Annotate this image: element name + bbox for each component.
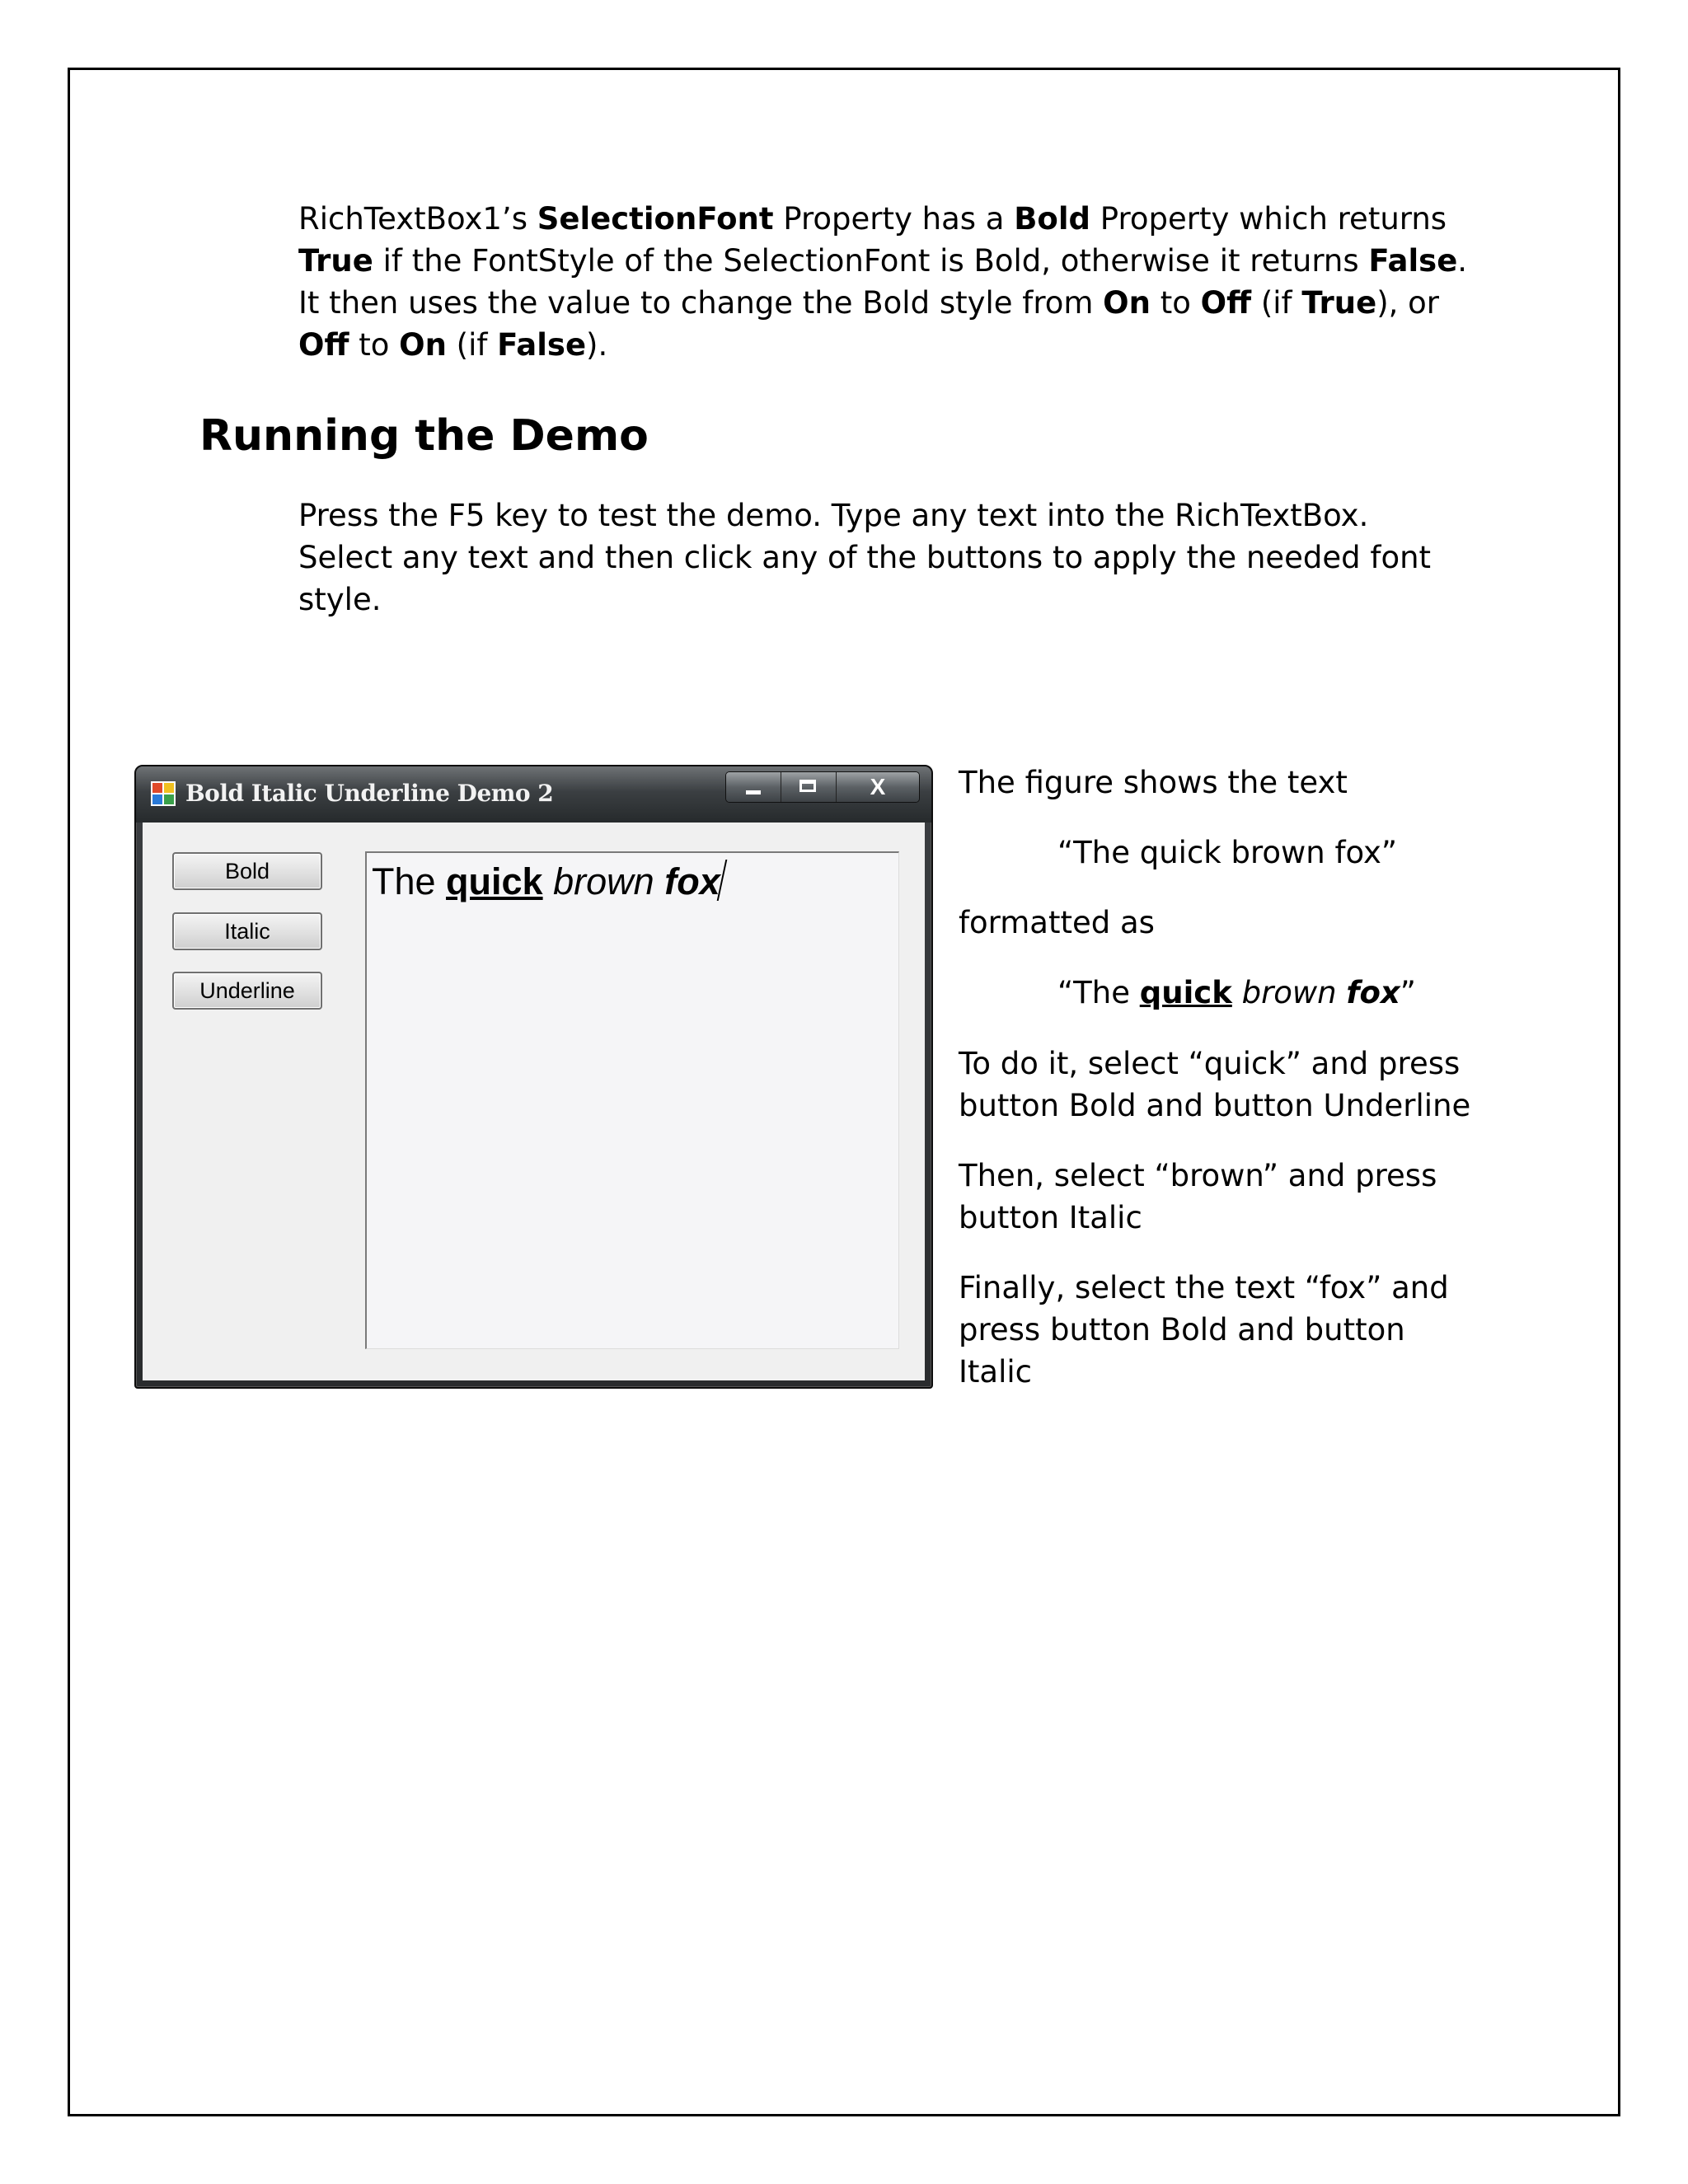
intro-line-1: RichTextBox1’s SelectionFont Property has a Bold Property which returns — [298, 201, 1447, 237]
intro-line-3: It then uses the value to change the Bold style from On to Off (if True), or — [298, 285, 1440, 321]
caption-p3: formatted as — [959, 905, 1155, 940]
close-icon: X — [870, 774, 886, 799]
window-title: Bold Italic Underline Demo 2 — [185, 780, 554, 807]
rtb-word-the: The — [372, 860, 447, 902]
close-button[interactable] — [836, 772, 919, 802]
underline-button[interactable]: Underline — [172, 972, 322, 1010]
section-line-1: Press the F5 key to test the demo. Type any text into the RichTextBox. — [298, 498, 1369, 533]
window-controls — [725, 771, 920, 803]
window-titlebar[interactable] — [136, 766, 931, 823]
bold-button[interactable]: Bold — [172, 852, 322, 890]
rich-text-box[interactable] — [365, 851, 899, 1349]
intro-line-2: True if the FontStyle of the SelectionFont is Bold, otherwise it returns False. — [298, 243, 1468, 279]
app-icon — [151, 781, 176, 806]
caption-step-2: Then, select “brown” and press button Italic — [959, 1158, 1437, 1235]
section-heading: Running the Demo — [199, 411, 649, 461]
demo-window-screenshot — [134, 765, 933, 1389]
minimize-button[interactable] — [726, 772, 781, 802]
caption-example-plain: “The quick brown fox” — [1057, 835, 1398, 870]
rtb-word-brown: brown — [553, 860, 654, 902]
rtb-word-fox: fox — [664, 860, 720, 902]
maximize-button[interactable] — [781, 772, 836, 802]
section-paragraph — [298, 494, 1431, 621]
intro-line-4: Off to On (if False). — [298, 327, 608, 363]
intro-paragraph — [298, 198, 1467, 366]
caption-example-formatted: “The quick brown fox” — [1057, 975, 1416, 1010]
rtb-word-quick: quick — [446, 860, 543, 902]
caption-step-1: To do it, select “quick” and press button Bold and button Underline — [959, 1046, 1471, 1123]
italic-button[interactable]: Italic — [172, 912, 322, 950]
section-line-2: Select any text and then click any of the buttons to apply the needed font — [298, 540, 1432, 575]
caption-p1: The figure shows the text — [959, 765, 1348, 800]
window-client-area — [143, 823, 925, 1380]
caption-step-3: Finally, select the text “fox” and press button Bold and button Italic — [959, 1270, 1449, 1390]
minimize-icon — [746, 790, 761, 794]
section-line-3: style. — [298, 582, 382, 617]
maximize-icon — [799, 780, 816, 792]
